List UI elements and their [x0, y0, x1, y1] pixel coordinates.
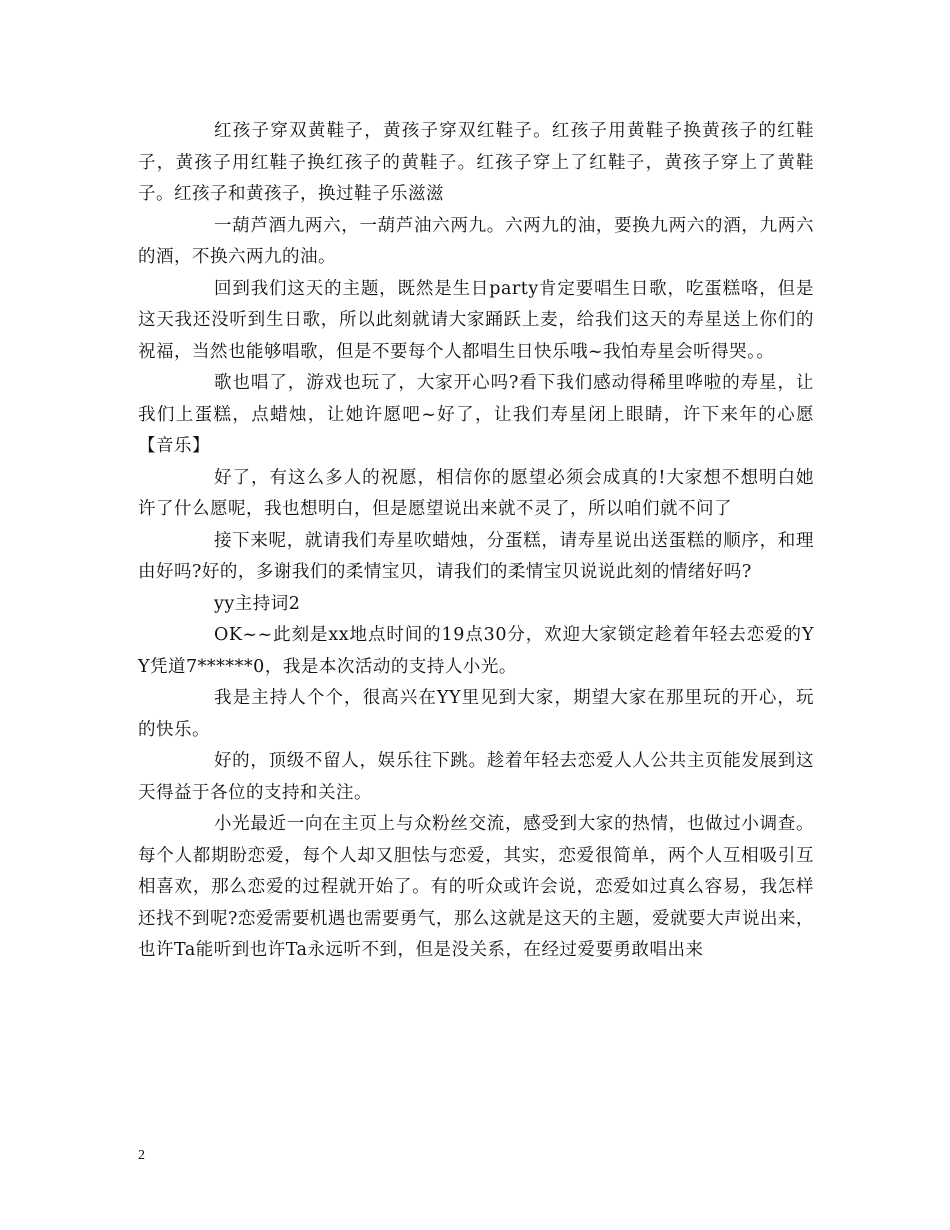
paragraph-wish-secret: 好了，有这么多人的祝愿，相信你的愿望必须会成真的!大家想不想明白她许了什么愿呢，我也想明白，但是愿望说出来就不灵了，所以咱们就不问了	[138, 467, 814, 519]
paragraph-tongue-twister-shoes: 红孩子穿双黄鞋子，黄孩子穿双红鞋子。红孩子用黄鞋子换黄孩子的红鞋子，黄孩子用红鞋子换红孩子的黄鞋子。红孩子穿上了红鞋子，黄孩子穿上了黄鞋子。红孩子和黄孩子，换过鞋子乐滋滋	[138, 121, 814, 204]
paragraph-host-greeting: 我是主持人个个，很高兴在YY里见到大家，期望大家在那里玩的开心，玩的快乐。	[138, 688, 814, 740]
paragraph-cake-wish: 歌也唱了，游戏也玩了，大家开心吗?看下我们感动得稀里哗啦的寿星，让我们上蛋糕，点蜡烛，让她许愿吧~好了，让我们寿星闭上眼睛，许下来年的心愿【音乐】	[138, 373, 814, 456]
body-text	[138, 116, 814, 967]
paragraph-opening: OK~~此刻是xx地点时间的19点30分，欢迎大家锁定趁着年轻去恋爱的YY凭道7******0，我是本次活动的支持人小光。	[138, 625, 814, 677]
paragraph-birthday-song: 回到我们这天的主题，既然是生日party肯定要唱生日歌，吃蛋糕咯，但是这天我还没听到生日歌，所以此刻就请大家踊跃上麦，给我们这天的寿星送上你们的祝福，当然也能够唱歌，但是不要每个人都唱生日快乐哦~我怕寿星会听得哭。。	[138, 278, 814, 362]
paragraph-thanks: 好的，顶级不留人，娱乐往下跳。趁着年轻去恋爱人人公共主页能发展到这天得益于各位的支持和关注。	[138, 751, 814, 803]
page-number: 2	[138, 1148, 145, 1163]
section-heading: yy主持词2	[214, 593, 301, 614]
paragraph-tongue-twister-wine-oil: 一葫芦酒九两六，一葫芦油六两九。六两九的油，要换九两六的酒，九两六的酒，不换六两九的油。	[138, 215, 814, 267]
paragraph-blow-candles: 接下来呢，就请我们寿星吹蜡烛，分蛋糕，请寿星说出送蛋糕的顺序，和理由好吗?好的，多谢我们的柔情宝贝，请我们的柔情宝贝说说此刻的情绪好吗?	[138, 530, 814, 582]
paragraph-love-theme: 小光最近一向在主页上与众粉丝交流，感受到大家的热情，也做过小调查。每个人都期盼恋爱，每个人却又胆怯与恋爱，其实，恋爱很简单，两个人互相吸引互相喜欢，那么恋爱的过程就开始了。有的听众或许会说，恋爱如过真么容易，我怎样还找不到呢?恋爱需要机遇也需要勇气，那么这就是这天的主题，爱就要大声说出来，也许Ta能听到也许Ta永远听不到，但是没关系，在经过爱要勇敢唱出来	[138, 814, 814, 960]
